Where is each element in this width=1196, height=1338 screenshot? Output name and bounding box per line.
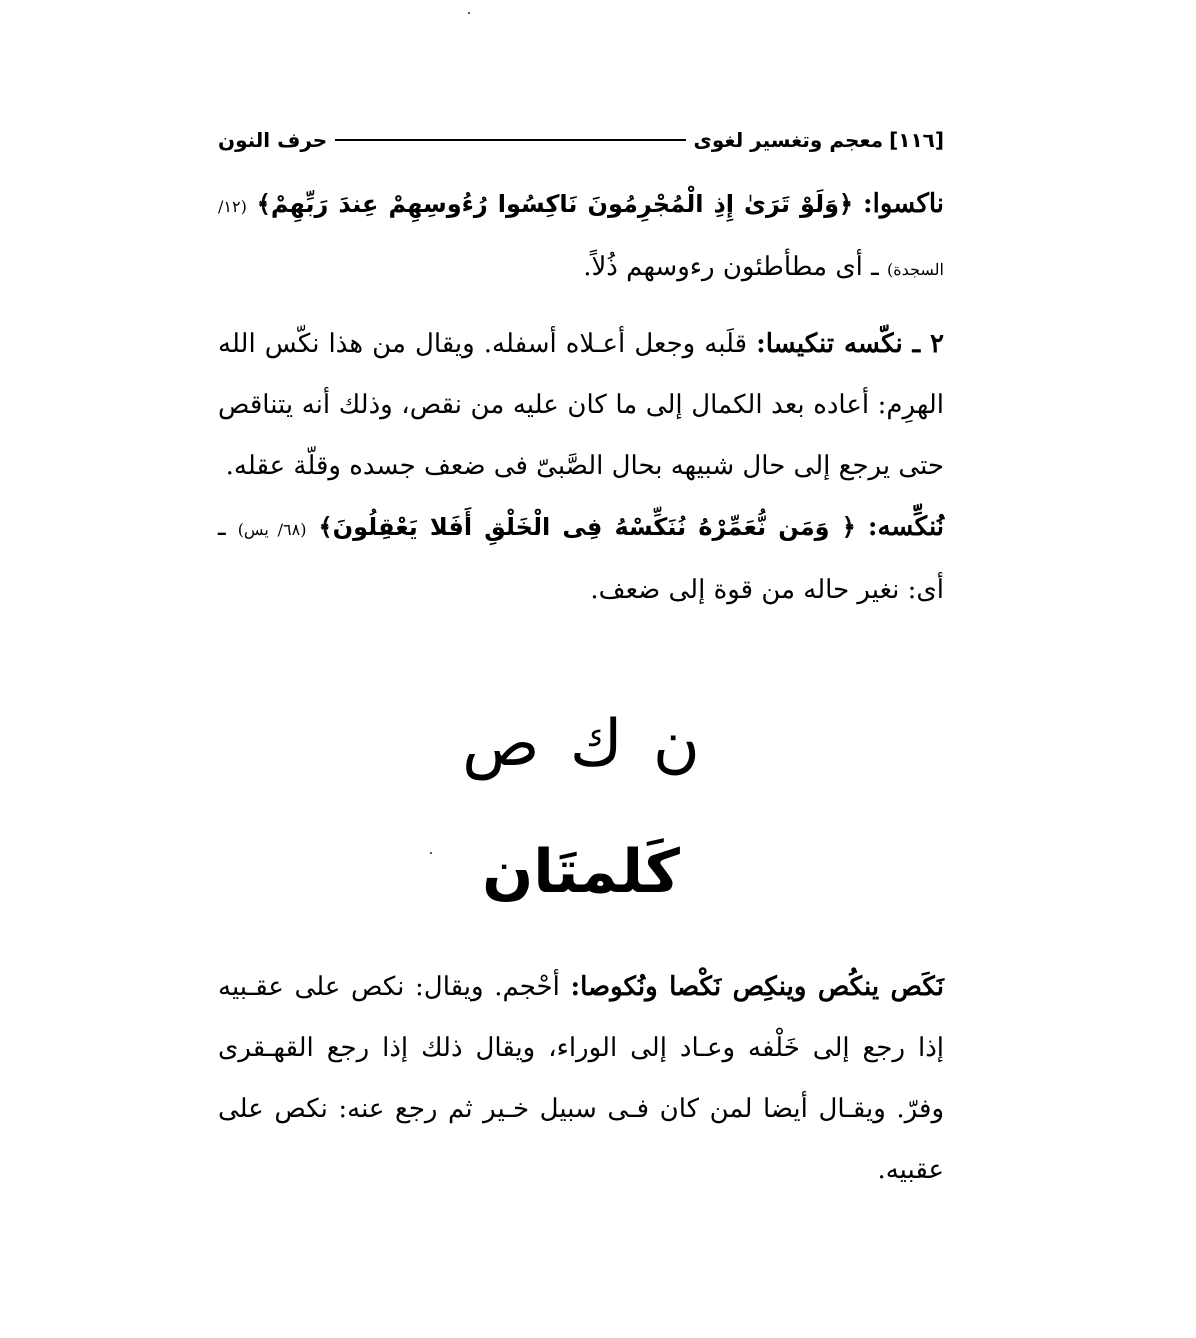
entry-text: أحْجم. ويقال: نكص على عقـبيه إذا رجع إلى خَلْفه وعـاد إلى الوراء، ويقال ذلك إذا رجع القهـقرى وفرّ. ويقـال أيضا لمن كان فـى سبيل خـير ثم رجع عنه: نكص على عقبيه. bbox=[218, 972, 944, 1185]
running-header bbox=[218, 120, 944, 160]
book-page bbox=[218, 120, 944, 1201]
scan-speck bbox=[430, 852, 432, 854]
verse-reference: (١٢/ السجدة) bbox=[218, 197, 944, 279]
header-rule bbox=[335, 139, 685, 141]
entry-nakasa bbox=[218, 957, 944, 1201]
page-number: [١١٦] bbox=[889, 128, 944, 152]
word-count-heading: كَلمتَان bbox=[482, 837, 680, 907]
quran-verse: ﴿ وَمَن نُّعَمِّرْهُ نُنَكِّسْهُ فِى الْخَلْقِ أَفَلا يَعْقِلُونَ﴾ bbox=[318, 513, 856, 541]
verse-reference: (٦٨/ يس) bbox=[237, 520, 307, 539]
root-heading: ن ك ص bbox=[462, 707, 700, 781]
scan-speck bbox=[468, 12, 470, 14]
chapter-title: حرف النون bbox=[218, 128, 328, 152]
entry-text: ـ أى مطأطئون رءوسهم ذُلاً. bbox=[583, 252, 879, 282]
entry-head: نُنكِّسه: bbox=[867, 512, 945, 542]
entry-text: ـ أى: نغير حاله من قوة إلى ضعف. bbox=[218, 512, 944, 605]
entry-nakisu bbox=[218, 174, 944, 300]
entry-head: ٢ ـ نكّسه تنكيسا: bbox=[756, 329, 944, 359]
entry-head: ناكسوا: bbox=[863, 189, 945, 219]
entry-head: نَكَص ينكُص وينكِص نَكْصا ونُكوصا: bbox=[570, 972, 944, 1002]
entry-nunakkishu bbox=[218, 497, 944, 621]
entry-nakkasahu bbox=[218, 314, 944, 497]
book-title: معجم وتغسير لغوى bbox=[693, 128, 884, 152]
entry-text: قلَبه وجعل أعـلاه أسفله. ويقال من هذا نكّس الله الهرِم: أعاده بعد الكمال إلى ما كان عليه من نقص، وذلك أنه يتناقص حتى يرجع إلى حال شبيهه بحال الصَّبىّ فى ضعف جسده وقلّة عقله. bbox=[218, 329, 944, 481]
quran-verse: ﴿وَلَوْ تَرَىٰ إِذِ الْمُجْرِمُونَ نَاكِسُوا رُءُوسِهِمْ عِندَ رَبِّهِمْ﴾ bbox=[256, 190, 854, 218]
